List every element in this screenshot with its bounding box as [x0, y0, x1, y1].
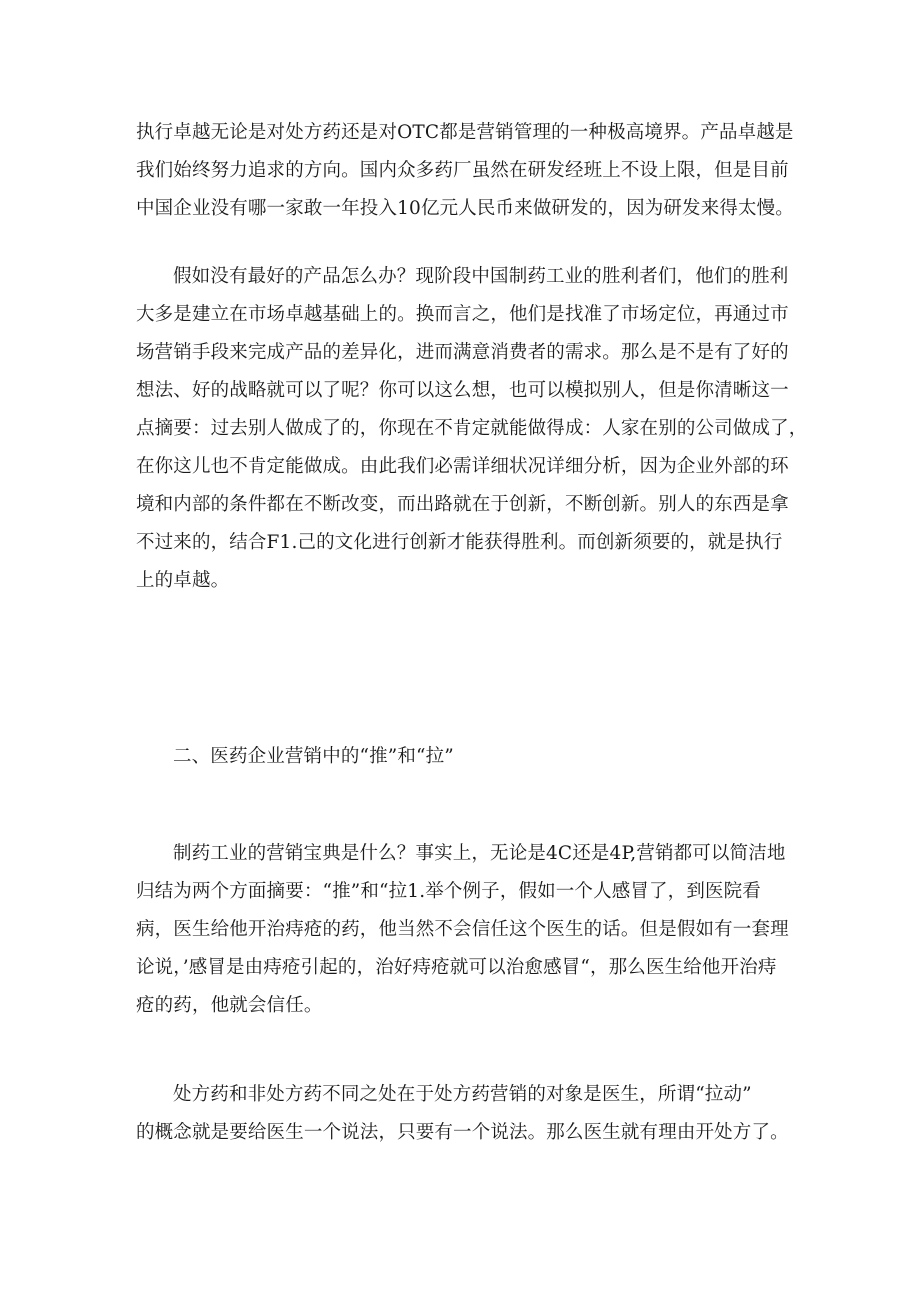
text-line: 大多是建立在市场卓越基础上的。换而言之，他们是找准了市场定位，再通过市	[136, 304, 789, 325]
paragraph-3	[136, 835, 789, 1025]
text-line: 中国企业没有哪一家敢一年投入10亿元人民币来做研发的，因为研发来得太慢。	[136, 198, 794, 219]
text-line: 不过来的，结合F1.己的文化进行创新才能获得胜利。而创新须要的，就是执行	[136, 532, 783, 553]
text-line: 疮的药，他就会信任。	[136, 995, 323, 1016]
text-line: 在你这儿也不肯定能做成。由此我们必需详细状况详细分析，因为企业外部的环	[136, 456, 789, 477]
text-line: 想法、好的战略就可以了呢？你可以这么想，也可以模拟别人，但是你清晰这一	[136, 380, 789, 401]
text-line: 上的卓越。	[136, 570, 230, 591]
text-line: 执行卓越无论是对处方药还是对OTC都是营销管理的一种极高境界。产品卓越是	[136, 122, 794, 143]
text-line: 病，医生给他开治痔疮的药，他当然不会信任这个医生的话。但是假如有一套理	[136, 919, 789, 940]
text-line: 境和内部的条件都在不断改变，而出路就在于创新，不断创新。别人的东西是拿	[136, 494, 789, 515]
text-line: 论说，’感冒是由痔疮引起的，治好痔疮就可以治愈感冒“，那么医生给他开治痔	[136, 957, 777, 978]
heading-line: 二、医药企业营销中的“推”和“拉”	[173, 746, 454, 767]
paragraph-2	[136, 258, 808, 600]
text-line: 点摘要：过去别人做成了的，你现在不肯定就能做得成：人家在别的公司做成了，	[136, 418, 808, 439]
text-line: 场营销手段来完成产品的差异化，进而满意消费者的需求。那么是不是有了好的	[136, 342, 789, 363]
section-heading	[136, 738, 786, 776]
text-line: 制药工业的营销宝典是什么？事实上，无论是4C还是4P,营销都可以简洁地	[173, 843, 786, 864]
text-line: 的概念就是要给医生一个说法，只要有一个说法。那么医生就有理由开处方了。	[136, 1122, 789, 1143]
paragraph-4	[136, 1076, 789, 1152]
text-line: 处方药和非处方药不同之处在于处方药营销的对象是医生，所谓“拉动”	[173, 1084, 752, 1105]
text-line: 我们始终努力追求的方向。国内众多药厂虽然在研发经班上不设上限，但是目前	[136, 160, 789, 181]
text-line: 归结为两个方面摘要：“推”和“拉1.举个例子，假如一个人感冒了，到医院看	[136, 881, 761, 902]
text-line: 假如没有最好的产品怎么办？现阶段中国制药工业的胜利者们，他们的胜利	[173, 266, 789, 287]
paragraph-1	[136, 114, 794, 228]
